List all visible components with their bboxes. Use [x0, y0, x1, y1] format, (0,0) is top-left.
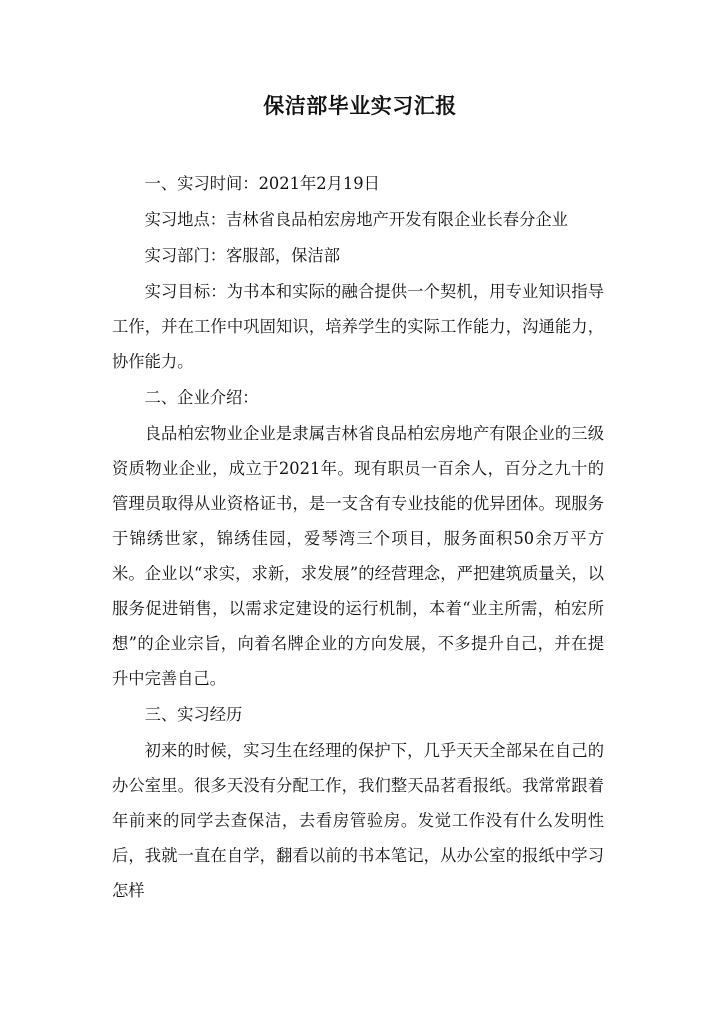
internship-location-paragraph: 实习地点：吉林省良品柏宏房地产开发有限企业长春分企业 — [144, 210, 568, 229]
internship-goal-paragraph: 实习目标：为书本和实际的融合提供一个契机，用专业知识指导工作，并在工作中巩固知识，培养学生的实际工作能力，沟通能力，协作能力。 — [112, 282, 604, 371]
internship-department-paragraph: 实习部门：客服部，保洁部 — [144, 246, 340, 265]
document-body — [112, 166, 604, 908]
document-title: 保洁部毕业实习汇报 — [263, 93, 457, 118]
internship-experience-paragraph: 初来的时候，实习生在经理的保护下，几乎天天全部呆在自己的办公室里。很多天没有分配工作，我们整天品茗看报纸。我常常跟着年前来的同学去查保洁，去看房管验房。发觉工作没有什么发明性后，我就一直在自学，翻看以前的书本笔记，从办公室的报纸中学习怎样 — [112, 741, 604, 900]
internship-experience-heading: 三、实习经历 — [144, 705, 243, 724]
internship-time-paragraph: 一、实习时间：2021年2月19日 — [144, 174, 380, 193]
company-intro-heading: 二、企业介绍： — [144, 388, 259, 407]
company-intro-paragraph: 良品柏宏物业企业是隶属吉林省良品柏宏房地产有限企业的三级资质物业企业，成立于2021年。现有职员一百余人，百分之九十的管理员取得从业资格证书，是一支含有专业技能的优异团体。现服务于锦绣世家，锦绣佳园，爱琴湾三个项目，服务面积50余万平方米。企业以“求实，求新，求发展”的经营理念，严把建筑质量关，以服务促进销售，以需求定建设的运行机制，本着“业主所需，柏宏所想”的企业宗旨，向着名牌企业的方向发展，不多提升自己，并在提升中完善自己。 — [112, 424, 604, 688]
